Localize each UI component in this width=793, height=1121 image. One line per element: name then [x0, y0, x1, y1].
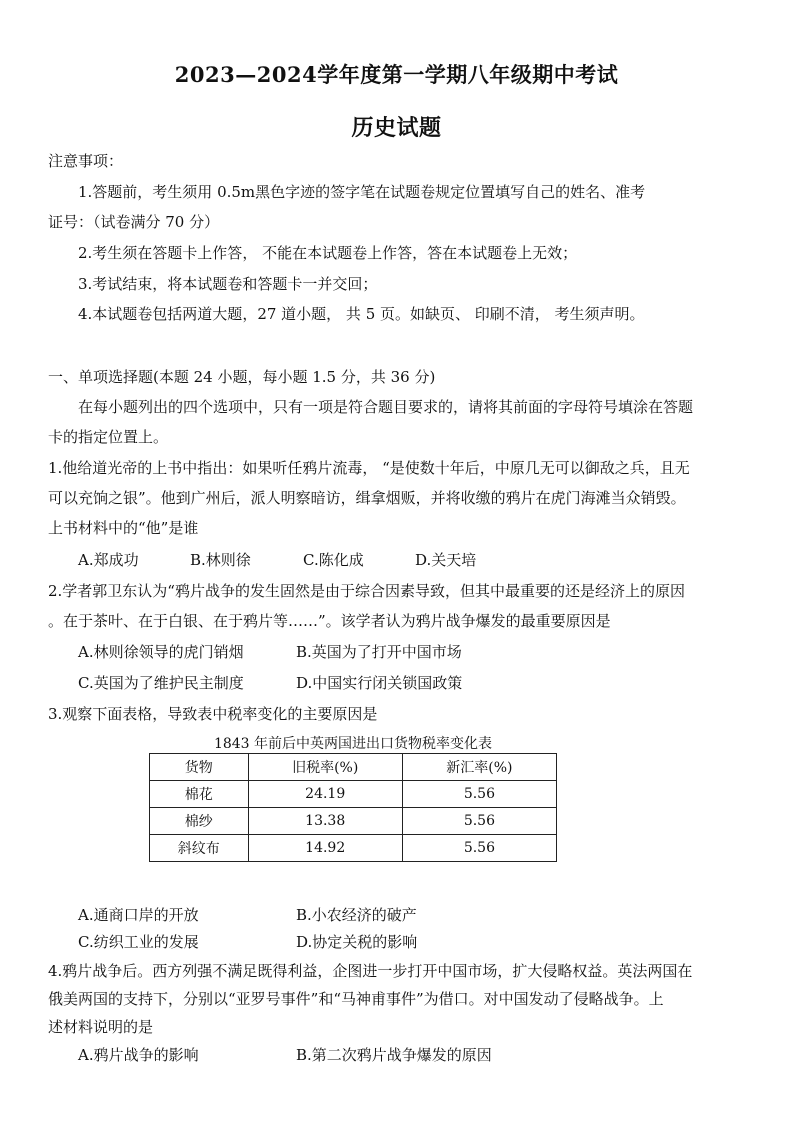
question-2-line-2: 。在于茶叶、在于白银、在于鸦片等……”。该学者认为鸦片战争爆发的最重要原因是 — [48, 612, 611, 630]
question-1-option-c: C.陈化成 — [303, 551, 364, 569]
tax-rate-table — [149, 753, 557, 862]
table-cell: 5.56 — [402, 781, 556, 808]
question-3-line-1: 3.观察下面表格，导致表中税率变化的主要原因是 — [48, 705, 378, 723]
question-1-line-3: 上书材料中的“他”是谁 — [48, 519, 199, 537]
table-header-cell: 旧税率(%) — [248, 754, 402, 781]
notice-item-1-cont: 证号：（试卷满分 70 分） — [48, 213, 220, 231]
question-2-option-a: A.林则徐领导的虎门销烟 — [78, 643, 244, 661]
question-4-option-a: A.鸦片战争的影响 — [78, 1046, 199, 1064]
question-1-option-d: D.关天培 — [415, 551, 477, 569]
question-4-line-1: 4.鸦片战争后。西方列强不满足既得利益，企图进一步打开中国市场，扩大侵略权益。英法两国在 — [48, 962, 693, 980]
question-1-line-1: 1.他给道光帝的上书中指出：如果听任鸦片流毒， “是使数十年后，中原几无可以御敌之兵，且无 — [48, 459, 690, 477]
question-4-line-3: 述材料说明的是 — [48, 1018, 154, 1036]
question-1-line-2: 可以充饷之银”。他到广州后，派人明察暗访，缉拿烟贩，并将收缴的鸦片在虎门海滩当众销毁。 — [48, 489, 686, 507]
table-header-cell: 货物 — [150, 754, 249, 781]
question-2-option-d: D.中国实行闭关锁国政策 — [296, 674, 463, 692]
table-cell: 24.19 — [248, 781, 402, 808]
table-cell: 棉纱 — [150, 808, 249, 835]
table-header-row — [150, 754, 557, 781]
question-2-line-1: 2.学者郭卫东认为“鸦片战争的发生固然是由于综合因素导致，但其中最重要的还是经济上的原因 — [48, 582, 685, 600]
section-instructions: 在每小题列出的四个选项中，只有一项是符合题目要求的，请将其前面的字母符号填涂在答题 — [78, 398, 694, 416]
question-3-option-c: C.纺织工业的发展 — [78, 933, 199, 951]
section-heading: 一、单项选择题(本题 24 小题，每小题 1.5 分，共 36 分) — [48, 368, 436, 386]
exam-title: 2023—2024学年度第一学期八年级期中考试 — [174, 62, 619, 87]
table-header-cell: 新汇率(%) — [402, 754, 556, 781]
table-row — [150, 808, 557, 835]
question-3-option-b: B.小农经济的破产 — [296, 906, 417, 924]
notice-item-4: 4.本试题卷包括两道大题，27 道小题， 共 5 页。如缺页、 印刷不清， 考生须声明。 — [78, 305, 645, 323]
table-cell: 5.56 — [402, 808, 556, 835]
question-4-line-2: 俄美两国的支持下，分别以“亚罗号事件”和“马神甫事件”为借口。对中国发动了侵略战争。上 — [48, 990, 664, 1008]
notice-item-1: 1.答题前，考生须用 0.5m黑色字迹的签字笔在试题卷规定位置填写自己的姓名、准考 — [78, 183, 646, 201]
question-1-option-b: B.林则徐 — [190, 551, 251, 569]
table-cell: 13.38 — [248, 808, 402, 835]
table-cell: 棉花 — [150, 781, 249, 808]
question-3-option-d: D.协定关税的影响 — [296, 933, 418, 951]
section-instructions-cont: 卡的指定位置上。 — [48, 428, 169, 446]
question-2-option-b: B.英国为了打开中国市场 — [296, 643, 462, 661]
table-row — [150, 781, 557, 808]
question-2-option-c: C.英国为了维护民主制度 — [78, 674, 244, 692]
notice-label: 注意事项： — [48, 152, 124, 170]
question-4-option-b: B.第二次鸦片战争爆发的原因 — [296, 1046, 492, 1064]
exam-subtitle: 历史试题 — [351, 115, 442, 141]
notice-item-3: 3.考试结束，将本试题卷和答题卡一并交回； — [78, 275, 378, 293]
question-3-option-a: A.通商口岸的开放 — [78, 906, 199, 924]
table-caption: 1843 年前后中英两国进出口货物税率变化表 — [213, 736, 493, 752]
question-1-option-a: A.郑成功 — [78, 551, 139, 569]
table-cell: 斜纹布 — [150, 835, 249, 862]
notice-item-2: 2.考生须在答题卡上作答， 不能在本试题卷上作答，答在本试题卷上无效； — [78, 244, 578, 262]
table-cell: 5.56 — [402, 835, 556, 862]
table-row — [150, 835, 557, 862]
table-cell: 14.92 — [248, 835, 402, 862]
